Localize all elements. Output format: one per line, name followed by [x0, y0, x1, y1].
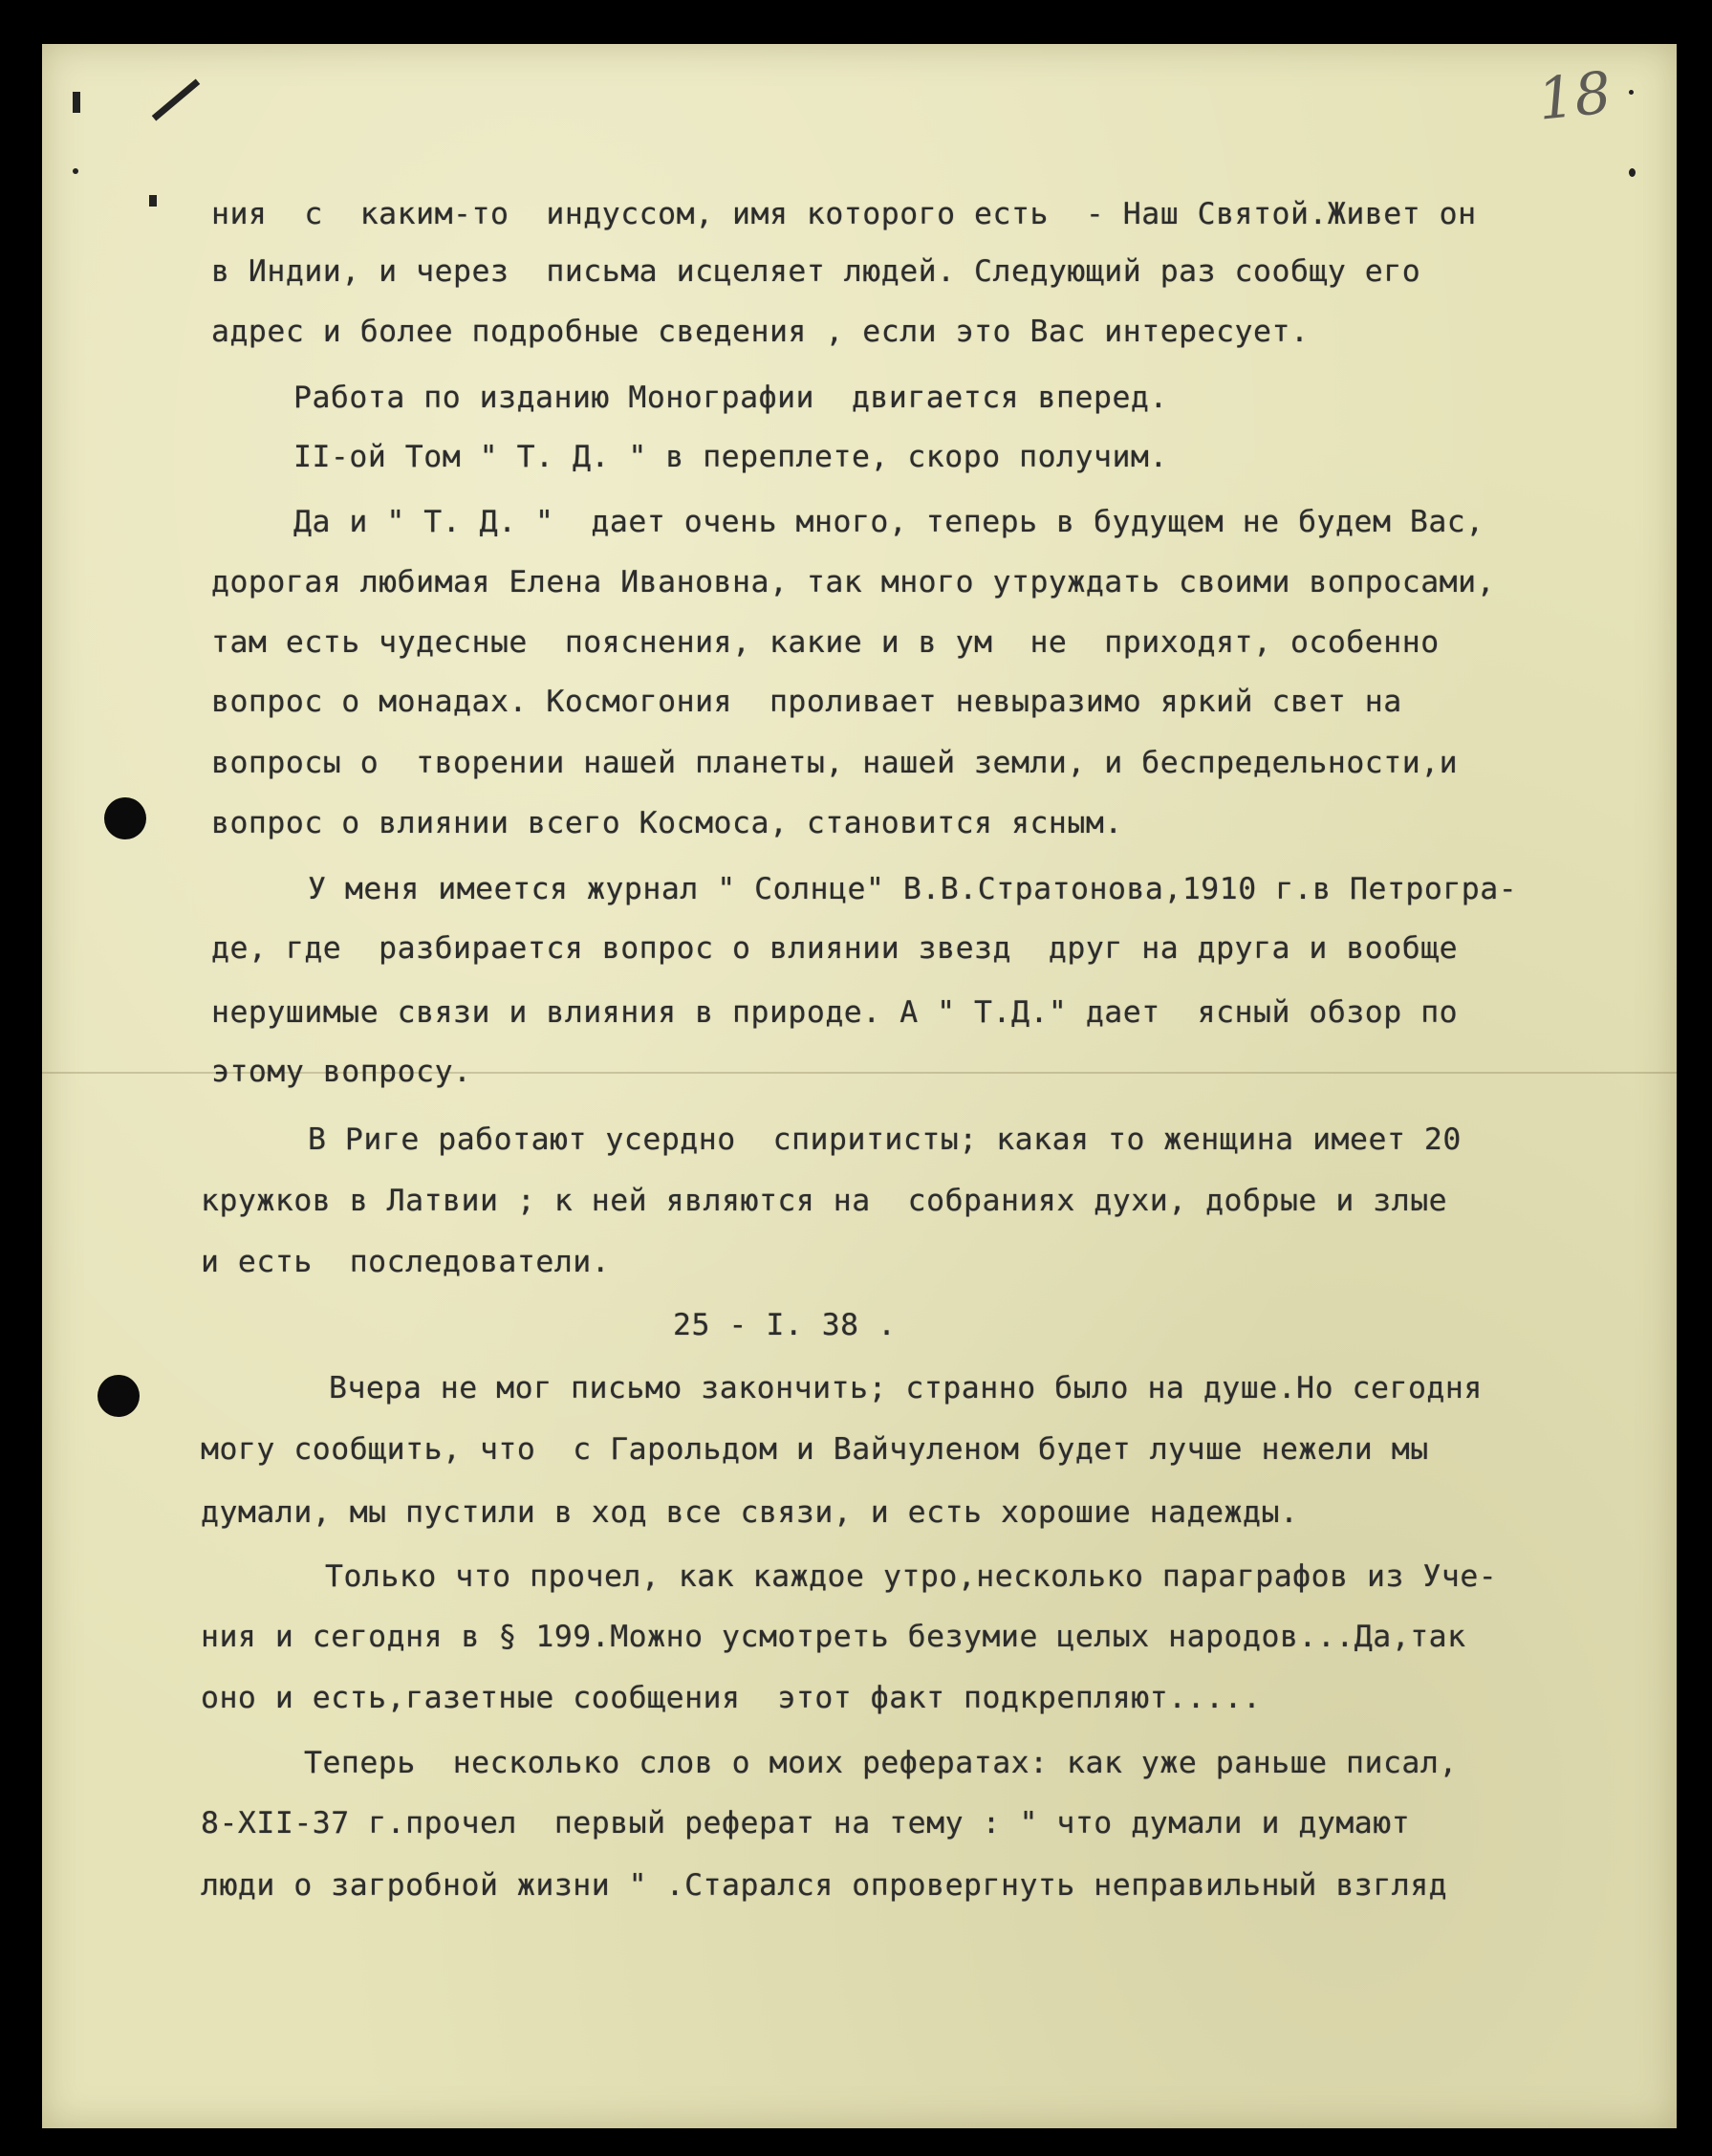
ink-mark [1629, 90, 1634, 95]
text-line: думали, мы пустили в ход все связи, и есть хорошие надежды. [201, 1495, 1299, 1530]
text-line: кружков в Латвии ; к ней являются на собраниях духи, добрые и злые [201, 1184, 1448, 1218]
punch-hole [98, 1375, 140, 1417]
text-line: II-ой Том " Т. Д. " в переплете, скоро получим. [293, 440, 1168, 474]
text-line: ния с каким-то индуссом, имя которого есть - Наш Святой.Живет он [211, 197, 1477, 231]
text-line: У меня имеется журнал " Солнце" В.В.Стратонова,1910 г.в Петрогра- [308, 872, 1518, 906]
text-line: адрес и более подробные сведения , если это Вас интересует. [211, 315, 1310, 349]
text-line: 8-XII-37 г.прочел первый реферат на тему : " что думали и думают [201, 1806, 1411, 1840]
text-line: Вчера не мог письмо закончить; странно было на душе.Но сегодня [329, 1371, 1483, 1405]
date-line: 25 - I. 38 . [673, 1308, 897, 1342]
text-line: Да и " Т. Д. " дает очень много, теперь в будущем не будем Вас, [293, 505, 1484, 539]
text-line: Только что прочел, как каждое утро,несколько параграфов из Уче- [325, 1559, 1498, 1594]
ink-mark [152, 79, 200, 121]
ink-mark [73, 92, 80, 113]
text-line: могу сообщить, что с Гарольдом и Вайчуленом будет лучше нежели мы [201, 1432, 1429, 1467]
ink-mark [149, 195, 157, 207]
text-line: ния и сегодня в § 199.Можно усмотреть безумие целых народов...Да,так [201, 1620, 1466, 1654]
folio-number: 18 [1534, 59, 1614, 134]
punch-hole [104, 797, 146, 839]
text-line: вопросы о творении нашей планеты, нашей земли, и беспредельности,и [211, 746, 1459, 780]
text-line: де, где разбирается вопрос о влиянии звезд друг на друга и вообще [211, 931, 1459, 966]
document-page [42, 44, 1677, 2128]
text-line: люди о загробной жизни " .Старался опровергнуть неправильный взгляд [201, 1868, 1448, 1903]
text-line: оно и есть,газетные сообщения этот факт подкрепляют..... [201, 1681, 1262, 1715]
text-line: Работа по изданию Монографии двигается вперед. [293, 381, 1168, 415]
text-line: Теперь несколько слов о моих рефератах: как уже раньше писал, [304, 1746, 1458, 1780]
text-line: нерушимые связи и влияния в природе. А " Т.Д." дает ясный обзор по [211, 995, 1459, 1030]
text-line: этому вопросу. [211, 1055, 472, 1089]
ink-mark [73, 168, 78, 174]
ink-mark [1629, 168, 1636, 177]
text-line: вопрос о монадах. Космогония проливает невыразимо яркий свет на [211, 685, 1402, 719]
text-line: вопрос о влиянии всего Космоса, становится ясным. [211, 806, 1123, 840]
text-line: В Риге работают усердно спиритисты; какая то женщина имеет 20 [308, 1122, 1462, 1157]
text-line: там есть чудесные пояснения, какие и в ум не приходят, особенно [211, 625, 1440, 660]
text-line: дорогая любимая Елена Ивановна, так много утруждать своими вопросами, [211, 565, 1496, 599]
text-line: в Индии, и через письма исцеляет людей. Следующий раз сообщу его [211, 254, 1421, 289]
text-line: и есть последователи. [201, 1245, 611, 1279]
